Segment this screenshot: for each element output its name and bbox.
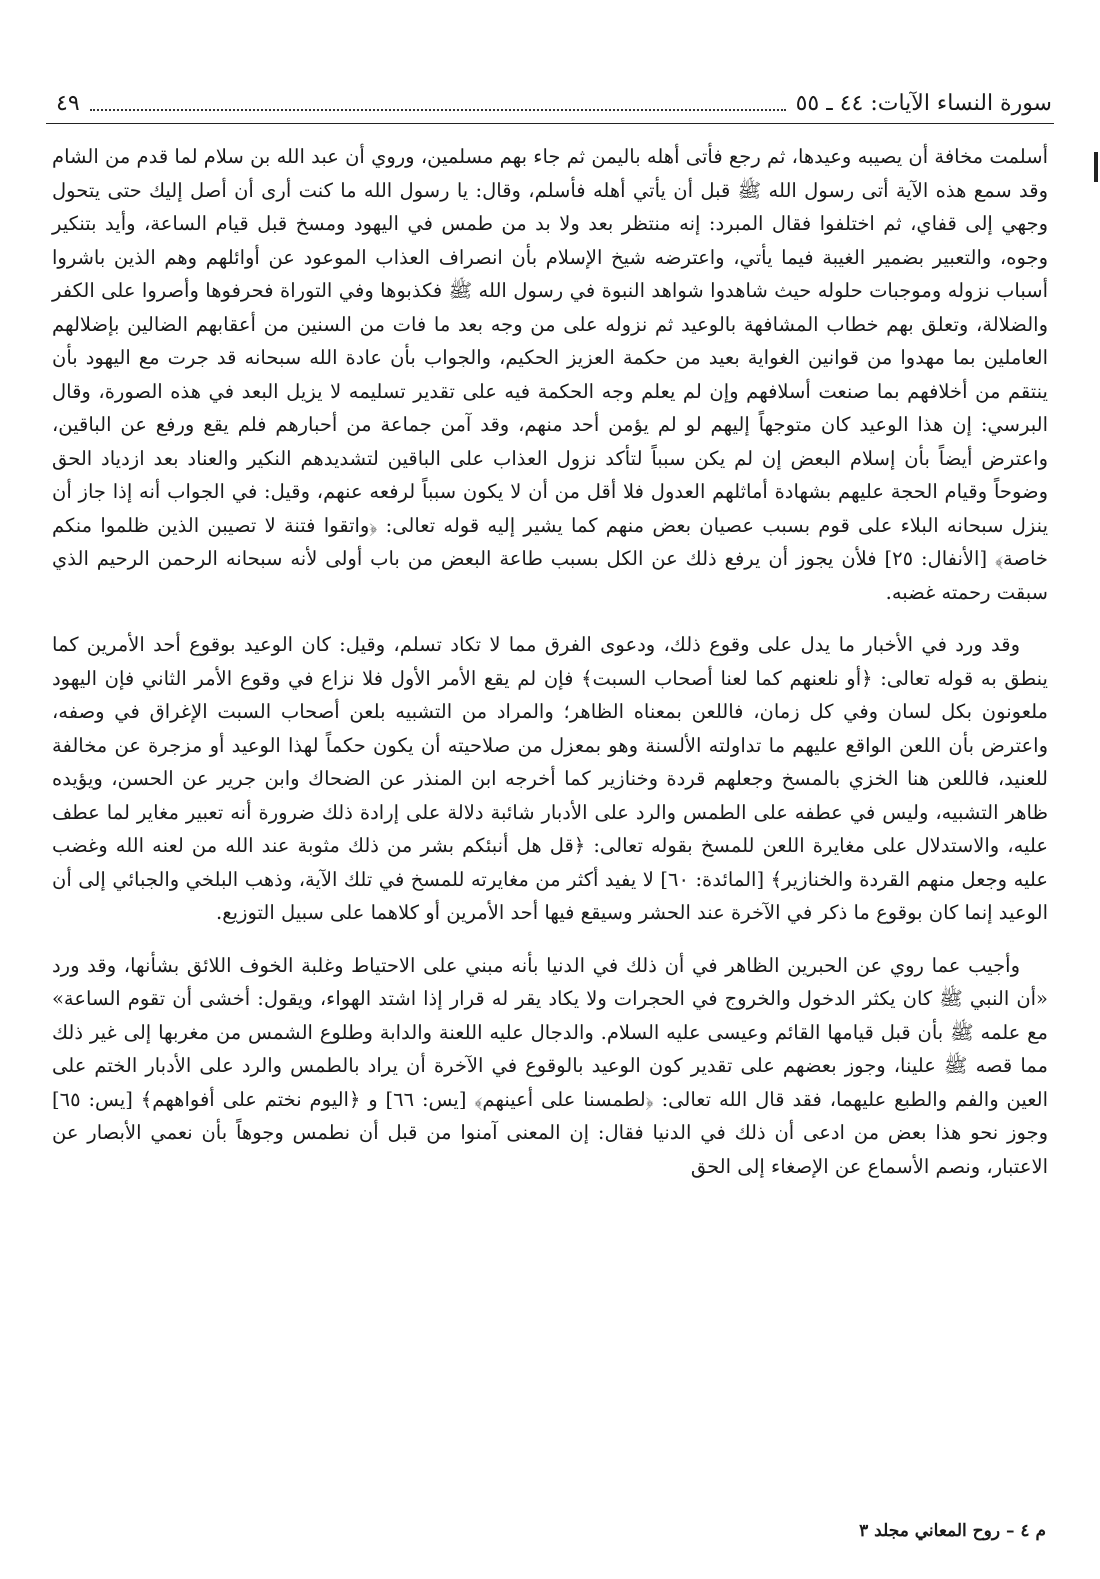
running-head	[56, 86, 1052, 120]
chapter-heading: سورة النساء الآيات: ٤٤ ـ ٥٥	[795, 90, 1052, 116]
paragraph-3: وأجيب عما روي عن الحبرين الظاهر في أن ذلك في الدنيا بأنه مبني على الاحتياط وغلبة الخوف اللائق بشأنها، وقد ورد «أن النبي ﷺ كان يكثر الدخول والخروج في الحجرات ولا يكاد يقر له قرار إذا اشتد الهواء، ويقول: أخشى أن تقوم الساعة» مع علمه ﷺ بأن قبل قيامها القائم وعيسى عليه السلام. والدجال عليه اللعنة والدابة وطلوع الشمس من مغربها إلى غير ذلك مما قصه ﷺ علينا، وجوز بعضهم على تقدير كون الوعيد بالوقوع في الآخرة أن يراد بالطمس والرد على الأدبار الختم على العين والفم والطبع عليهما، فقد قال الله تعالى: ﴿لطمسنا على أعينهم﴾ [يس: ٦٦] و ﴿اليوم نختم على أفواههم﴾ [يس: ٦٥] وجوز نحو هذا بعض من ادعى أن ذلك في الدنيا فقال: إن المعنى آمنوا من قبل أن نطمس وجوهاً بأن نعمي الأبصار عن الاعتبار، ونصم الأسماع عن الإصغاء إلى الحق	[52, 953, 1048, 1178]
page-number: ٤٩	[56, 90, 80, 116]
body-text	[52, 140, 1048, 1183]
dotted-leader	[90, 95, 786, 111]
header-rule	[46, 123, 1054, 124]
page-edge-mark	[1094, 152, 1098, 182]
signature-footer: م ٤ – روح المعاني مجلد ٣	[859, 1521, 1046, 1541]
paragraph-2: وقد ورد في الأخبار ما يدل على وقوع ذلك، ودعوى الفرق مما لا تكاد تسلم، وقيل: كان الوعيد بوقوع أحد الأمرين كما ينطق به قوله تعالى: ﴿أو نلعنهم كما لعنا أصحاب السبت﴾ فإن لم يقع الأمر الأول فلا نزاع في وقوع الأمر الثاني فإن اليهود ملعونون بكل لسان وفي كل زمان، فاللعن بمعناه الظاهر؛ والمراد من التشبيه بلعن أصحاب السبت الإغراق في وصفه، واعترض بأن اللعن الواقع عليهم ما تداولته الألسنة وهو بمعزل من صلاحيته أن يكون حكماً لهذا الوعيد أو مزجرة عن مخالفة للعنيد، فاللعن هنا الخزي بالمسخ وجعلهم قردة وخنازير كما أخرجه ابن المنذر عن الضحاك وابن جرير عن الحسن، ويؤيده ظاهر التشبيه، وليس في عطفه على الطمس والرد على الأدبار شائبة دلالة على إرادة ذلك ضرورة أنه تعبير مغاير لما عطف عليه، والاستدلال على مغايرة اللعن للمسخ بقوله تعالى: ﴿قل هل أنبئكم بشر من ذلك مثوبة عند الله من لعنه الله وغضب عليه وجعل منهم القردة والخنازير﴾ [المائدة: ٦٠] لا يفيد أكثر من مغايرته للمسخ في تلك الآية، وذهب البلخي والجبائي إلى أن الوعيد إنما كان بوقوع ما ذكر في الآخرة عند الحشر وسيقع فيها أحد الأمرين أو كلاهما على سبيل التوزيع.	[52, 633, 1048, 924]
paragraph-1: أسلمت مخافة أن يصيبه وعيدها، ثم رجع فأتى أهله باليمن ثم جاء بهم مسلمين، وروي أن عبد الله بن سلام لما قدم من الشام وقد سمع هذه الآية أتى رسول الله ﷺ قبل أن يأتي أهله فأسلم، وقال: يا رسول الله ما كنت أرى أن أصل إليك حتى يتحول وجهي إلى قفاي، ثم اختلفوا فقال المبرد: إنه منتظر بعد ولا بد من طمس في اليهود ومسخ قبل قيام الساعة، وأيد بتنكير وجوه، والتعبير بضمير الغيبة فيما يأتي، واعترضه شيخ الإسلام بأن انصراف العذاب الموعود عن أوائلهم وهم الذين باشروا أسباب نزوله وموجبات حلوله حيث شاهدوا شواهد النبوة في رسول الله ﷺ فكذبوها وفي التوراة فحرفوها وأصروا على الكفر والضلالة، وتعلق بهم خطاب المشافهة بالوعيد ثم نزوله على من وجه بعد ما فات من السنين من أعقابهم الضالين بإضلالهم العاملين بما مهدوا من قوانين الغواية بعيد من حكمة العزيز الحكيم، والجواب بأن عادة الله سبحانه قد جرت مع اليهود بأن ينتقم من أخلافهم بما صنعت أسلافهم وإن لم يعلم وجه الحكمة فيه على تقدير تسليمه لا يزيل البعد في هذه الصورة، وقال البرسي: إن هذا الوعيد كان متوجهاً إليهم لو لم يؤمن أحد منهم، وقد آمن جماعة من أحبارهم فلم يقع ورفع عن الباقين، واعترض أيضاً بأن إسلام البعض إن لم يكن سبباً لتأكد نزول العذاب على الباقين لتشديدهم النكير والعناد بعد ازدياد الحق وضوحاً وقيام الحجة عليهم بشهادة أماثلهم العدول فلا أقل من أن لا يكون سبباً لرفعه عنهم، وقيل: في الجواب أنه إذا جاز أن ينزل سبحانه البلاء على قوم بسبب عصيان بعض منهم كما يشير إليه قوله تعالى: ﴿واتقوا فتنة لا تصيبن الذين ظلموا منكم خاصة﴾ [الأنفال: ٢٥] فلأن يجوز أن يرفع ذلك عن الكل بسبب طاعة البعض من باب أولى لأنه سبحانه الرحمن الرحيم الذي سبقت رحمته غضبه.	[52, 145, 1048, 604]
